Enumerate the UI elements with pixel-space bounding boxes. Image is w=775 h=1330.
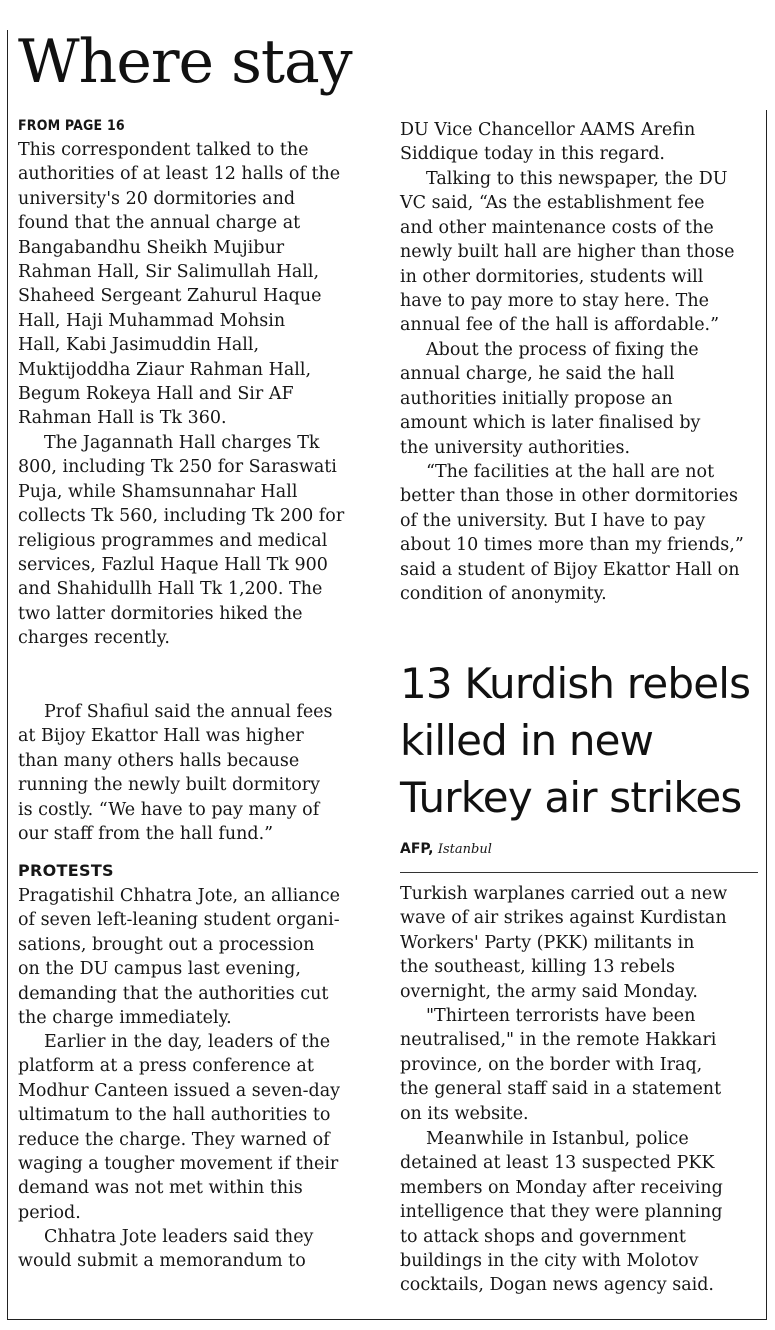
byline xyxy=(400,840,492,859)
page-bottom-rule xyxy=(7,1319,767,1320)
section-subhead: PROTESTS xyxy=(18,861,114,880)
byline-dateline: Istanbul xyxy=(437,842,492,857)
kicker-from-page: FROM PAGE 16 xyxy=(18,118,125,134)
paragraph: The Jagannath Hall charges Tk 800, including Tk 250 for Saraswati Puja, while Shamsunnahar Hall collects Tk 560, including Tk 200 for religious programmes and medical services, Fazlul Haque Hall Tk 900 and Shahidullh Hall Tk 1,200. The two latter dormitories hiked the charges recently. xyxy=(18,433,345,649)
column-rule-left xyxy=(7,30,8,1320)
byline-agency: AFP, xyxy=(400,841,434,857)
paragraph: Earlier in the day, leaders of the platform at a press conference at Modhur Canteen issued a seven-day ultimatum to the hall authorities to reduce the charge. They warned of waging a tougher movement if their demand was not met within this period. xyxy=(18,1032,341,1223)
paragraph: DU Vice Chancellor AAMS Arefin Siddique today in this regard. xyxy=(400,120,696,165)
article-headline-kurdish: 13 Kurdish rebels killed in new Turkey air strikes xyxy=(400,659,751,822)
paragraph: “The facilities at the hall are not better than those in other dormitories of the university. But I have to pay about 10 times more than my friends,” said a student of Bijoy Ekattor Hall on condition of anonymity. xyxy=(400,462,744,605)
paragraph: Prof Shafiul said the annual fees at Bijoy Ekattor Hall was higher than many others halls because running the newly built dormitory is costly. “We have to pay many of our staff from the hall fund.” xyxy=(18,702,333,845)
paragraph: Talking to this newspaper, the DU VC said, “As the establishment fee and other maintenance costs of the newly built hall are higher than those in other dormitories, students will have to pay more to stay here. The annual fee of the hall is affordable.” xyxy=(400,169,735,336)
paragraph: Chhatra Jote leaders said they would submit a memorandum to xyxy=(18,1227,314,1272)
paragraph: "Thirteen terrorists have been neutralised," in the remote Hakkari province, on the border with Iraq, the general staff said in a statement on its website. xyxy=(400,1006,722,1124)
paragraph: This correspondent talked to the authorities of at least 12 halls of the university's 20 dormitories and found that the annual charge at Bangabandhu Sheikh Mujibur Rahman Hall, Sir Salimullah Hall, Shaheed Sergeant Zahurul Haque Hall, Haji Muhammad Mohsin Hall, Kabi Jasimuddin Hall, Muktijoddha Ziaur Rahman Hall, Begum Rokeya Hall and Sir AF Rahman Hall is Tk 360. xyxy=(18,140,341,429)
paragraph: About the process of fixing the annual charge, he said the hall authorities initially propose an amount which is later finalised by the university authorities. xyxy=(400,340,701,458)
byline-rule xyxy=(400,872,758,873)
paragraph: Meanwhile in Istanbul, police detained at least 13 suspected PKK members on Monday after receiving intelligence that they were planning to attack shops and government buildings in the city with Molotov cocktails, Dogan news agency said. xyxy=(400,1129,723,1296)
article-headline: Where stay xyxy=(18,27,352,97)
paragraph: Pragatishil Chhatra Jote, an alliance of seven left-leaning student organi- sations, brought out a procession on the DU campus last evening, demanding that the authorities cut the charge immediately. xyxy=(18,886,341,1029)
column-rule-right xyxy=(766,110,767,1320)
paragraph: Turkish warplanes carried out a new wave of air strikes against Kurdistan Workers' Party (PKK) militants in the southeast, killing 13 rebels overnight, the army said Monday. xyxy=(400,884,728,1002)
